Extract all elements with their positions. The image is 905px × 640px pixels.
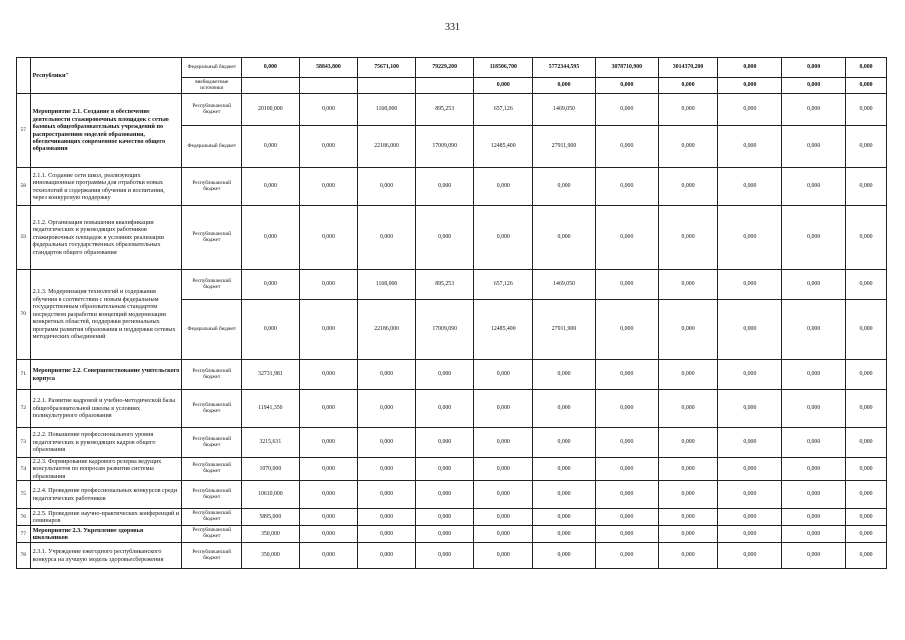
amount-cell: 0,000 [658, 300, 718, 360]
amount-cell: 0,000 [658, 360, 718, 390]
amount-cell: 0,000 [299, 270, 358, 300]
amount-cell: 0,000 [299, 428, 358, 458]
amount-cell: 0,000 [474, 509, 533, 526]
amount-cell: 0,000 [595, 300, 658, 360]
budget-table [16, 57, 887, 569]
row-number: 70 [17, 270, 31, 360]
amount-cell: 0,000 [299, 94, 358, 126]
amount-cell: 0,000 [242, 270, 300, 300]
amount-cell: 0,000 [415, 428, 474, 458]
amount-cell: 118506,700 [474, 58, 533, 78]
amount-cell: 0,000 [658, 126, 718, 168]
amount-cell: 0,000 [474, 543, 533, 569]
funding-source: Республиканский бюджет [182, 481, 242, 509]
funding-source: Республиканский бюджет [182, 94, 242, 126]
amount-cell: 0,000 [846, 390, 887, 428]
amount-cell: 0,000 [299, 509, 358, 526]
amount-cell: 0,000 [846, 481, 887, 509]
funding-source: Республиканский бюджет [182, 428, 242, 458]
row-number: 78 [17, 543, 31, 569]
amount-cell: 22186,000 [358, 300, 416, 360]
amount-cell: 0,000 [846, 126, 887, 168]
amount-cell: 0,000 [415, 509, 474, 526]
amount-cell: 0,000 [358, 428, 416, 458]
amount-cell: 0,000 [782, 126, 846, 168]
amount-cell: 0,000 [658, 543, 718, 569]
amount-cell: 0,000 [718, 94, 782, 126]
funding-source: Республиканский бюджет [182, 206, 242, 270]
activity-description: 2.2.4. Проведение профессиональных конкурсов среди педагогических работников [30, 481, 182, 509]
amount-cell: 1469,050 [533, 94, 596, 126]
amount-cell: 0,000 [595, 390, 658, 428]
amount-cell: 0,000 [474, 206, 533, 270]
amount-cell: 0,000 [299, 458, 358, 481]
amount-cell: 0,000 [658, 458, 718, 481]
table-row [17, 543, 887, 569]
activity-description: Мероприятие 2.1. Создание в обеспечение деятельности стажировочных площадок с сетью базовых общеобразовательных учреждений по распространению моделей образования, обеспечивающих современное качество общего образования [30, 94, 182, 168]
amount-cell: 0,000 [718, 390, 782, 428]
activity-description: 2.2.5. Проведение научно-практических конференций и семинаров [30, 509, 182, 526]
activity-description: 2.2.1. Развитие кадровой и учебно-методической базы общеобразовательной школы в условиях поликультурного образования [30, 390, 182, 428]
amount-cell: 0,000 [595, 78, 658, 94]
amount-cell: 0,000 [846, 543, 887, 569]
amount-cell: 1168,000 [358, 270, 416, 300]
activity-description: 2.1.1. Создание сети школ, реализующих инновационные программы для отработки новых технологий и содержания обучения и воспитания, через конкурсную поддержку [30, 168, 182, 206]
table-row [17, 168, 887, 206]
amount-cell: 0,000 [533, 526, 596, 543]
amount-cell: 0,000 [474, 360, 533, 390]
amount-cell: 0,000 [299, 126, 358, 168]
amount-cell: 0,000 [415, 390, 474, 428]
amount-cell: 0,000 [595, 94, 658, 126]
amount-cell: 0,000 [242, 300, 300, 360]
amount-cell: 27911,900 [533, 300, 596, 360]
amount-cell: 0,000 [358, 526, 416, 543]
amount-cell: 0,000 [718, 526, 782, 543]
amount-cell: 0,000 [718, 300, 782, 360]
amount-cell: 0,000 [718, 58, 782, 78]
amount-cell: 0,000 [595, 428, 658, 458]
page-number: 331 [445, 22, 460, 33]
row-number: 77 [17, 526, 31, 543]
amount-cell: 0,000 [782, 390, 846, 428]
amount-cell [242, 78, 300, 94]
amount-cell: 79229,200 [415, 58, 474, 78]
amount-cell: 0,000 [358, 206, 416, 270]
amount-cell: 0,000 [846, 168, 887, 206]
amount-cell: 0,000 [782, 300, 846, 360]
funding-source: Федеральный бюджет [182, 300, 242, 360]
amount-cell: 17009,090 [415, 300, 474, 360]
amount-cell: 0,000 [782, 78, 846, 94]
amount-cell: 0,000 [846, 78, 887, 94]
funding-source: внебюджетные источники [182, 78, 242, 94]
amount-cell: 0,000 [782, 168, 846, 206]
amount-cell: 1070,000 [242, 458, 300, 481]
amount-cell [358, 78, 416, 94]
amount-cell: 1469,050 [533, 270, 596, 300]
amount-cell: 0,000 [718, 458, 782, 481]
amount-cell: 0,000 [846, 206, 887, 270]
amount-cell: 0,000 [415, 206, 474, 270]
table-row [17, 428, 887, 458]
table-row [17, 58, 887, 78]
amount-cell: 0,000 [358, 543, 416, 569]
amount-cell: 0,000 [658, 390, 718, 428]
amount-cell: 0,000 [595, 168, 658, 206]
amount-cell: 0,000 [415, 526, 474, 543]
amount-cell: 0,000 [358, 458, 416, 481]
table-row [17, 481, 887, 509]
amount-cell: 0,000 [718, 78, 782, 94]
amount-cell: 10610,000 [242, 481, 300, 509]
table-row [17, 94, 887, 126]
amount-cell: 0,000 [595, 543, 658, 569]
amount-cell: 0,000 [533, 481, 596, 509]
amount-cell: 0,000 [358, 390, 416, 428]
funding-source: Республиканский бюджет [182, 509, 242, 526]
funding-source: Республиканский бюджет [182, 543, 242, 569]
amount-cell: 0,000 [718, 360, 782, 390]
amount-cell: 0,000 [718, 270, 782, 300]
amount-cell: 3078710,900 [595, 58, 658, 78]
amount-cell: 0,000 [474, 78, 533, 94]
activity-description: Республики" [30, 58, 182, 94]
amount-cell: 0,000 [533, 458, 596, 481]
amount-cell: 0,000 [415, 458, 474, 481]
amount-cell: 0,000 [415, 360, 474, 390]
amount-cell: 0,000 [533, 390, 596, 428]
row-number: 59 [17, 206, 31, 270]
amount-cell: 3014370,200 [658, 58, 718, 78]
amount-cell: 0,000 [782, 94, 846, 126]
amount-cell: 0,000 [658, 168, 718, 206]
row-number: 75 [17, 481, 31, 509]
amount-cell: 0,000 [533, 168, 596, 206]
amount-cell: 0,000 [533, 360, 596, 390]
amount-cell: 0,000 [846, 526, 887, 543]
amount-cell: 0,000 [299, 300, 358, 360]
amount-cell: 12485,400 [474, 126, 533, 168]
amount-cell: 0,000 [299, 390, 358, 428]
amount-cell: 0,000 [658, 94, 718, 126]
amount-cell: 0,000 [595, 509, 658, 526]
amount-cell: 0,000 [782, 509, 846, 526]
activity-description: 2.2.2. Повышение профессионального уровня педагогических и руководящих кадров общего образования [30, 428, 182, 458]
row-number: 76 [17, 509, 31, 526]
table-row [17, 458, 887, 481]
amount-cell: 12485,400 [474, 300, 533, 360]
amount-cell: 0,000 [782, 428, 846, 458]
amount-cell: 0,000 [533, 428, 596, 458]
amount-cell: 0,000 [718, 206, 782, 270]
amount-cell: 0,000 [782, 58, 846, 78]
amount-cell: 11941,350 [242, 390, 300, 428]
amount-cell: 0,000 [595, 458, 658, 481]
amount-cell: 0,000 [718, 126, 782, 168]
amount-cell: 0,000 [782, 206, 846, 270]
amount-cell: 0,000 [358, 481, 416, 509]
funding-source: Республиканский бюджет [182, 390, 242, 428]
activity-description: 2.1.2. Организация повышения квалификации педагогических и руководящих работников стажировочных площадок в условиях реализации федеральных государственных образовательных стандартов общего образования [30, 206, 182, 270]
amount-cell: 58843,800 [299, 58, 358, 78]
amount-cell: 0,000 [474, 481, 533, 509]
table-row [17, 270, 887, 300]
funding-source: Республиканский бюджет [182, 526, 242, 543]
amount-cell: 0,000 [595, 526, 658, 543]
amount-cell: 0,000 [358, 168, 416, 206]
amount-cell [299, 78, 358, 94]
funding-source: Федеральный бюджет [182, 126, 242, 168]
amount-cell: 0,000 [846, 360, 887, 390]
amount-cell: 657,126 [474, 270, 533, 300]
amount-cell: 0,000 [718, 509, 782, 526]
table-row [17, 360, 887, 390]
table-row [17, 390, 887, 428]
amount-cell: 0,000 [533, 206, 596, 270]
amount-cell: 657,126 [474, 94, 533, 126]
activity-description: Мероприятие 2.3. Укрепление здоровья школьников [30, 526, 182, 543]
amount-cell: 0,000 [846, 428, 887, 458]
row-number: 71 [17, 360, 31, 390]
amount-cell: 0,000 [718, 428, 782, 458]
amount-cell: 0,000 [595, 360, 658, 390]
amount-cell: 0,000 [658, 509, 718, 526]
amount-cell: 0,000 [846, 458, 887, 481]
amount-cell: 0,000 [782, 543, 846, 569]
amount-cell: 0,000 [299, 526, 358, 543]
amount-cell: 0,000 [415, 481, 474, 509]
amount-cell: 0,000 [242, 58, 300, 78]
amount-cell: 0,000 [299, 206, 358, 270]
amount-cell: 0,000 [299, 543, 358, 569]
amount-cell: 0,000 [718, 481, 782, 509]
amount-cell: 350,000 [242, 543, 300, 569]
amount-cell: 0,000 [415, 543, 474, 569]
amount-cell: 0,000 [782, 270, 846, 300]
activity-description: 2.2.3. Формирование кадрового резерва ведущих консультантов по вопросам развития системы образования [30, 458, 182, 481]
amount-cell: 0,000 [242, 206, 300, 270]
amount-cell: 0,000 [474, 428, 533, 458]
amount-cell: 0,000 [358, 360, 416, 390]
amount-cell: 0,000 [474, 390, 533, 428]
amount-cell: 27911,900 [533, 126, 596, 168]
table-row [17, 206, 887, 270]
amount-cell: 0,000 [846, 270, 887, 300]
amount-cell: 0,000 [782, 481, 846, 509]
row-number: 72 [17, 390, 31, 428]
amount-cell: 0,000 [533, 78, 596, 94]
amount-cell: 895,253 [415, 270, 474, 300]
amount-cell: 0,000 [595, 206, 658, 270]
amount-cell: 0,000 [533, 509, 596, 526]
amount-cell: 0,000 [595, 126, 658, 168]
amount-cell: 0,000 [242, 168, 300, 206]
funding-source: Республиканский бюджет [182, 168, 242, 206]
amount-cell: 0,000 [474, 168, 533, 206]
amount-cell: 1168,000 [358, 94, 416, 126]
amount-cell: 32731,981 [242, 360, 300, 390]
amount-cell: 0,000 [595, 270, 658, 300]
amount-cell: 0,000 [299, 481, 358, 509]
row-number: 58 [17, 168, 31, 206]
row-number [17, 58, 31, 94]
amount-cell: 22186,000 [358, 126, 416, 168]
amount-cell: 895,253 [415, 94, 474, 126]
amount-cell: 0,000 [846, 300, 887, 360]
funding-source: Республиканский бюджет [182, 360, 242, 390]
amount-cell: 0,000 [846, 509, 887, 526]
amount-cell: 0,000 [474, 526, 533, 543]
amount-cell [415, 78, 474, 94]
amount-cell: 0,000 [658, 481, 718, 509]
amount-cell: 5772344,595 [533, 58, 596, 78]
activity-description: 2.1.3. Модернизация технологий и содержания обучения в соответствии с новым федеральным государственным образовательным стандартом посредством разработки концепций модернизации конкретных областей, поддержки региональных программ развития образования и поддержки сетевых методических объединений [30, 270, 182, 360]
amount-cell: 0,000 [415, 168, 474, 206]
amount-cell: 0,000 [242, 126, 300, 168]
amount-cell: 0,000 [782, 526, 846, 543]
row-number: 57 [17, 94, 31, 168]
amount-cell: 3215,631 [242, 428, 300, 458]
amount-cell: 0,000 [299, 168, 358, 206]
amount-cell: 0,000 [718, 543, 782, 569]
amount-cell: 75671,100 [358, 58, 416, 78]
amount-cell: 0,000 [474, 458, 533, 481]
amount-cell: 0,000 [658, 270, 718, 300]
funding-source: Республиканский бюджет [182, 270, 242, 300]
table-row [17, 509, 887, 526]
amount-cell: 0,000 [533, 543, 596, 569]
amount-cell: 5895,000 [242, 509, 300, 526]
amount-cell: 0,000 [595, 481, 658, 509]
row-number: 73 [17, 428, 31, 458]
amount-cell: 20100,000 [242, 94, 300, 126]
amount-cell: 0,000 [782, 458, 846, 481]
amount-cell: 0,000 [718, 168, 782, 206]
amount-cell: 0,000 [658, 526, 718, 543]
funding-source: Федеральный бюджет [182, 58, 242, 78]
activity-description: Мероприятие 2.2. Совершенствование учительского корпуса [30, 360, 182, 390]
amount-cell: 0,000 [846, 94, 887, 126]
amount-cell: 350,000 [242, 526, 300, 543]
table-row [17, 526, 887, 543]
funding-source: Республиканский бюджет [182, 458, 242, 481]
amount-cell: 17009,090 [415, 126, 474, 168]
amount-cell: 0,000 [299, 360, 358, 390]
amount-cell: 0,000 [658, 206, 718, 270]
amount-cell: 0,000 [782, 360, 846, 390]
amount-cell: 0,000 [846, 58, 887, 78]
amount-cell: 0,000 [358, 509, 416, 526]
activity-description: 2.3.1. Учреждение ежегодного республиканского конкурса на лучшую модель здоровьесбережения [30, 543, 182, 569]
amount-cell: 0,000 [658, 428, 718, 458]
amount-cell: 0,000 [658, 78, 718, 94]
row-number: 74 [17, 458, 31, 481]
